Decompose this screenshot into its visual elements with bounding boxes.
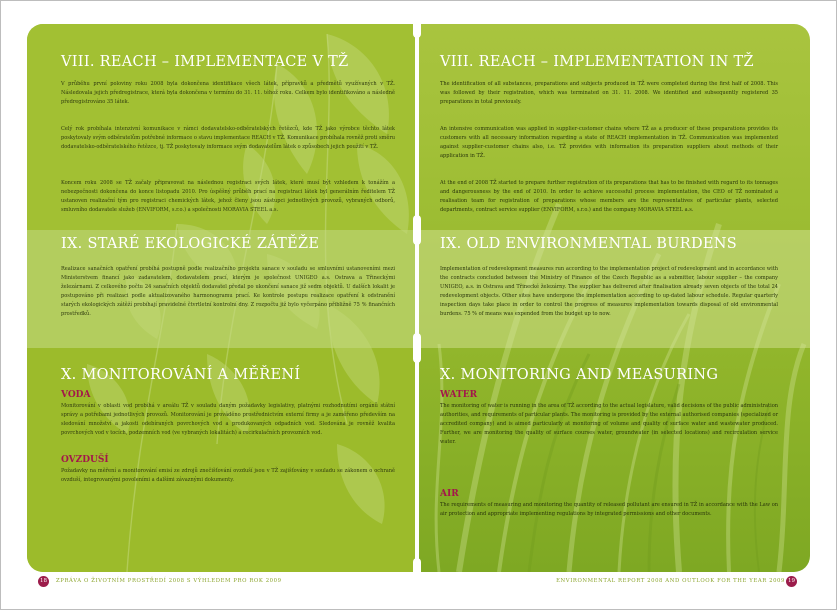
- page-notch: [413, 24, 421, 38]
- heading-monitoring-cz: X. MONITOROVÁNÍ A MĚŘENÍ: [61, 367, 301, 383]
- page-notch: [413, 333, 421, 363]
- voda-paragraph: Monitorování v oblasti vod probíhá v areálu TŽ v souladu daným požadavky legislativy, platnými rozhodnutími orgánů státní správy a potřebami jednotlivých provozů. Monitorování je prováděno prostřednictvím externí firmy a je zaměřeno především na sledování množství a jakosti odebíraných povrchových vod a produkovaných odpadních vod. Sledována je rovněž kvalita povrchových vod v tocích, podzemních vod (ve vybraných lokalitách) a recirkulačních provozních vod.: [61, 403, 395, 436]
- reach-en-paragraph-3: At the end of 2008 TŽ started to prepare further registration of its preparations that has to be finished with regard to its tonnages and dangerousness by the end of 2010. In order to achieve successful process implementation, the CEO of TŽ nominated a realisation team for registration of preparations whose members are the representatives of particular plants, selected departments, contract service supplier (ENVIFORM, s.r.o.) and the company MORAVIA STEEL a.s.: [440, 180, 778, 213]
- reach-cz-paragraph-2: Celý rok probíhala intenzivní komunikace v rámci dodavatelsko-odběratelských řetězců, kde TŽ jako výrobce těchto látek poskytovaly svým odběratelům potřebné informace o stavu implementace REACH v TŽ. Komunikace probíhala rovněž proti směru dodavatelsko-odběratelského řetězce, tj. TŽ poskytovaly informace svým dodavatelům látek o způsobech jejich použití v TŽ.: [61, 126, 395, 150]
- heading-burdens-en: IX. OLD ENVIRONMENTAL BURDENS: [440, 236, 738, 252]
- burdens-en-paragraph: Implementation of redevelopment measures run according to the implementation project of redevelopment and in accordance with the contracts concluded between the Ministry of Finance of the Czech Republic as a submitter, labour supplier – the company UNIGEO, a.s. in Ostrava and Třinecké železárny. The supplier has delivered after finalisation already seven objects of the total 24 redevelopment objects. Other sites have undergone the implementation according to up-dated labour schedule. Regular quarterly inspection days take place in order to control the progress of measures implementation towards disposal of old environmental burdens. 75 % of means was expended from the budget up to now.: [440, 266, 778, 317]
- reach-cz-paragraph-1: V průběhu první poloviny roku 2008 byla dokončena identifikace všech látek, přípravků a předmětů využívaných v TŽ. Následovala jejich předregistrace, která byla dokončena v termínu do 31. 11. téhož roku. Celkem bylo identifikováno a následně předregistrováno 35 látek.: [61, 81, 395, 105]
- reach-en-paragraph-2: An intensive communication was applied in supplier-customer chains where TŽ as a producer of these preparations provides its customers with all necessary information regarding a state of REACH implementation in TŽ. Communication was implemented against supplier-customer chains also, i.e. TŽ provides with information its preparation suppliers about methods of their application in TŽ.: [440, 126, 778, 159]
- subheading-ovzdusi: OVZDUŠÍ: [61, 455, 109, 465]
- right-page: [419, 24, 810, 572]
- page-number-left: 18: [38, 576, 49, 587]
- footer-title-left: ZPRÁVA O ŽIVOTNÍM PROSTŘEDÍ 2008 S VÝHLEDEM PRO ROK 2009: [56, 578, 282, 584]
- heading-monitoring-en: X. MONITORING AND MEASURING: [440, 367, 719, 383]
- burdens-cz-paragraph: Realizace sanačních opatření probíhá postupně podle realizačního projektu sanace v souladu se smluvními ustanoveními mezi Ministerstvem financí jako zadavatelem, dodavatelem prací, kterým je společnost UNIGEO a.s. Ostrava a Třineckými železárnami. Z celkového počtu 24 sanačních objektů dodavatel předal po ukončení sanace již sedm objektů. U dalších lokalit je postupováno při realizaci podle aktualizovaného harmonogramu prací. Ke kontrole postupu realizace opatření k odstranění starých ekologických zátěží probíhají pravidelné čtvrtletní kontrolní dny. Z rozpočtu již bylo vyčerpáno přibližně 75 % finančních prostředků.: [61, 266, 395, 317]
- left-page: [27, 24, 415, 572]
- heading-reach-en: VIII. REACH – IMPLEMENTATION IN TŽ: [440, 54, 754, 70]
- footer-title-right: ENVIRONMENTAL REPORT 2008 AND OUTLOOK FOR THE YEAR 2009: [556, 578, 785, 584]
- subheading-air: AIR: [440, 489, 459, 499]
- air-paragraph: The requirements of measuring and monitoring the quantity of released pollutant are ensured in TŽ in accordance with the Law on air protection and appropriate implementing regulations by integrated permissions and other documents.: [440, 502, 778, 517]
- page-number-right: 19: [786, 576, 797, 587]
- heading-burdens-cz: IX. STARÉ EKOLOGICKÉ ZÁTĚŽE: [61, 236, 320, 252]
- page-notch: [413, 558, 421, 572]
- page-notch: [413, 215, 421, 245]
- water-paragraph: The monitoring of water is running in the area of TŽ according to the actual legislature, valid decisions of the public administration authorities, and requirements of particular plants. The monitoring is provided by the external authorised companies (specialized or accredited company) and is aimed particularly at monitoring of volume and quality of surface water and wastewater produced. Further, we are monitoring the quality of surface courses water, groundwater (in selected locations) and recirculation service water.: [440, 403, 778, 445]
- heading-reach-cz: VIII. REACH – IMPLEMENTACE V TŽ: [61, 54, 349, 70]
- subheading-water: WATER: [440, 390, 478, 400]
- reach-en-paragraph-1: The identification of all substances, preparations and subjects produced in TŽ were completed during the first half of 2008. This was followed by their registration, which was terminated on 31. 11. 2008. We identified and subsequently registered 35 preparations in total previously.: [440, 81, 778, 105]
- subheading-voda: VODA: [61, 390, 91, 400]
- reach-cz-paragraph-3: Koncem roku 2008 se TŽ začaly připravovat na následnou registraci svých látek, které musí být vzhledem k tonážím a nebezpečnosti dokončena do konce listopadu 2010. Pro úspěšný průběh prací na registraci látek byl generálním ředitelem TŽ ustanoven realizační tým pro registraci chemických látek, jehož členy jsou zástupci jednotlivých provozů, vybraných odborů, smluvního dodavatele služeb (ENVIFORM, s.r.o.) a společnosti MORAVIA STEEL a.s.: [61, 180, 395, 213]
- ovzdusi-paragraph: Požadavky na měření a monitorování emisí ze zdrojů znečišťování ovzduší jsou v TŽ zajišťovány v souladu se zákonem o ochraně ovzduší, integrovanými povoleními a dalšími závaznými dokumenty.: [61, 468, 395, 483]
